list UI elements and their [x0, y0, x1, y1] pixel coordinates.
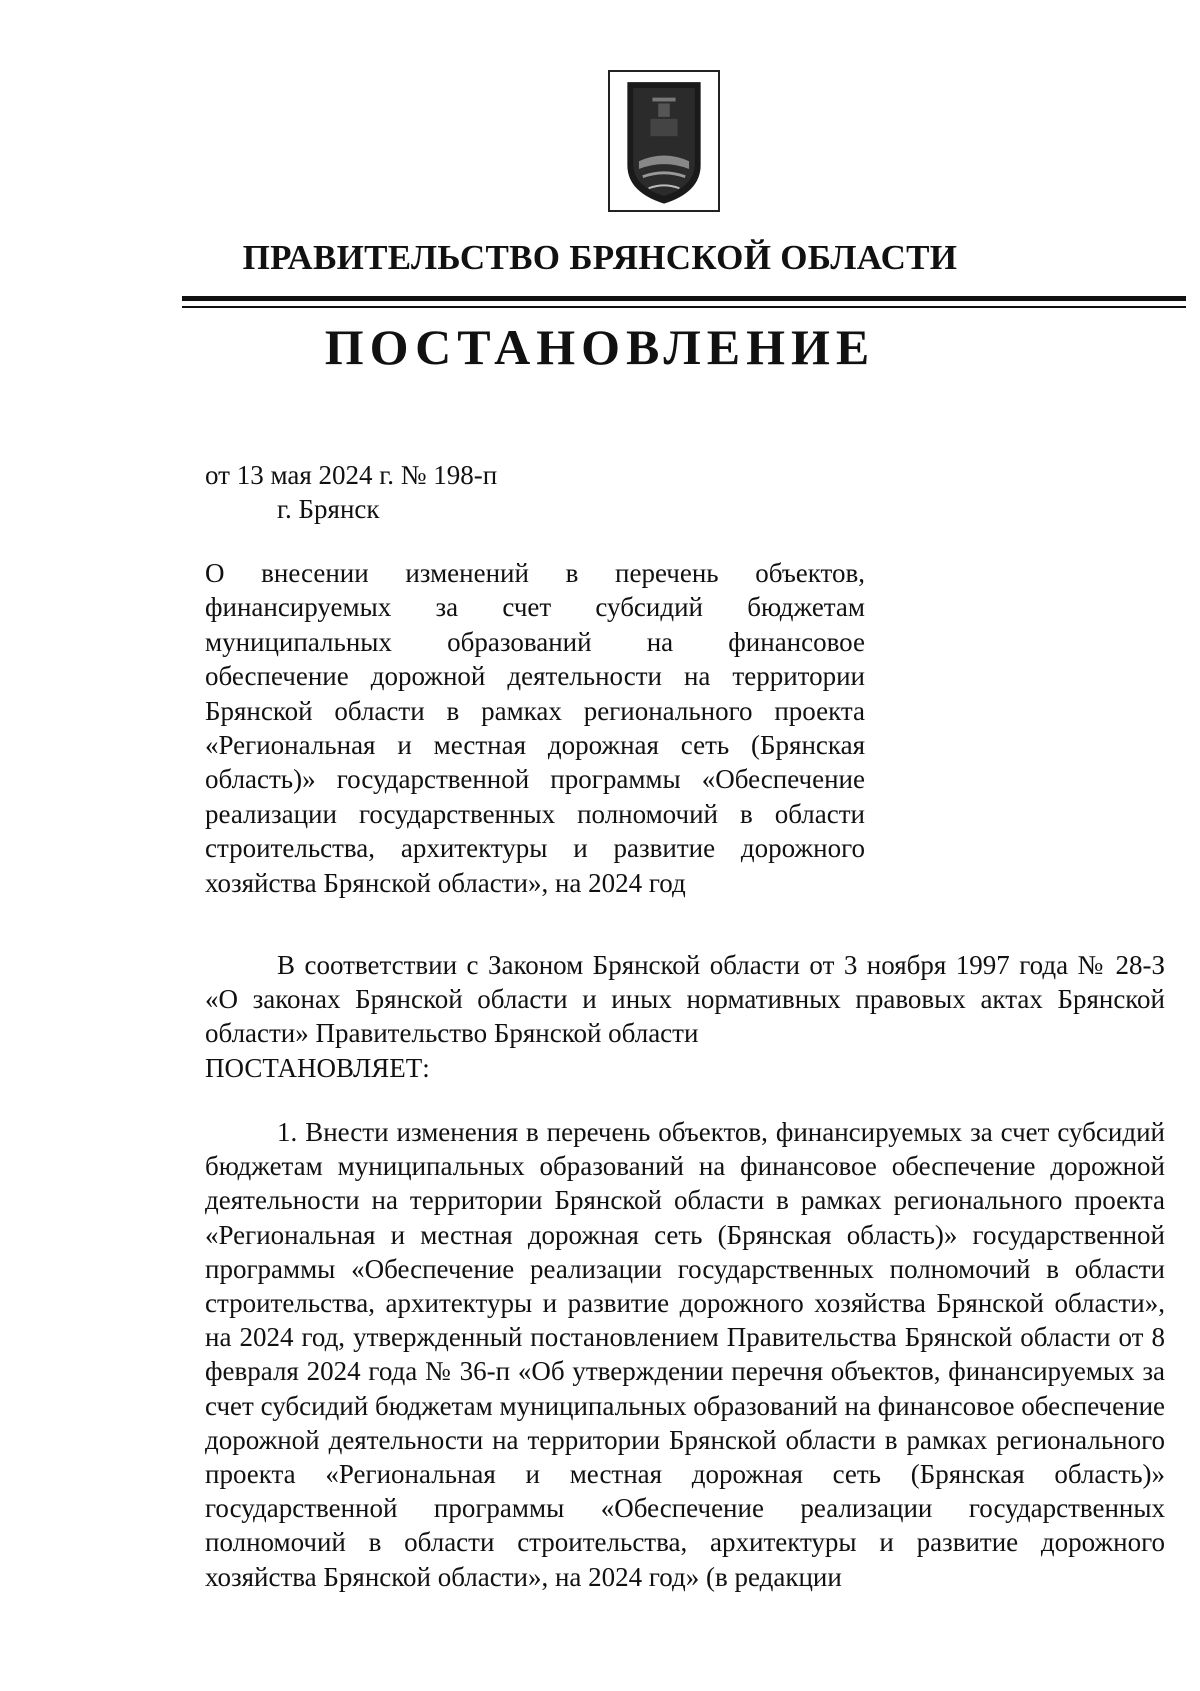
clause-1: 1. Внести изменения в перечень объектов, финансируемых за счет субсидий бюджетам муниципальных образований на финансовое обеспечение дорожной деятельности на территории Брянской области в рамках регионального проекта «Региональная и местная дорожная сеть (Брянская область)» государственной программы «Обеспечение реализации государственных полномочий в области строительства, архитектуры и развитие дорожного хозяйства Брянской области», на 2024 год, утвержденный постановлением Правительства Брянской области от 8 февраля 2024 года № 36-п «Об утверждении перечня объектов, финансируемых за счет субсидий бюджетам муниципальных образований на финансовое обеспечение дорожной деятельности на территории Брянской области в рамках регионального проекта «Региональная и местная дорожная сеть (Брянская область)» государственной программы «Обеспечение реализации государственных полномочий в области строительства, архитектуры и развитие дорожного хозяйства Брянской области», на 2024 год» (в редакции: [205, 1117, 1165, 1592]
document-type-title: ПОСТАНОВЛЕНИЕ: [324, 319, 876, 375]
header-rule-thick: [182, 296, 1186, 301]
document-meta: [205, 458, 497, 526]
header-rule-thin: [182, 306, 1186, 308]
date-number: от 13 мая 2024 г. № 198-п: [205, 460, 498, 490]
organization-title: ПРАВИТЕЛЬСТВО БРЯНСКОЙ ОБЛАСТИ: [242, 238, 958, 277]
preamble-text: В соответствии с Законом Брянской области от 3 ноября 1997 года № 28-З «О законах Брянской области и иных нормативных правовых актах Брянской области» Правительство Брянской области: [205, 950, 1165, 1049]
document-subject: О внесении изменений в перечень объектов, финансируемых за счет субсидий бюджетам муниципальных образований на финансовое обеспечение дорожной деятельности на территории Брянской области в рамках регионального проекта «Региональная и местная дорожная сеть (Брянская область)» государственной программы «Обеспечение реализации государственных полномочий в области строительства, архитектуры и развитие дорожного хозяйства Брянской области», на 2024 год: [205, 558, 865, 898]
coat-of-arms-emblem-icon: [608, 70, 720, 212]
decree-word: ПОСТАНОВЛЯЕТ:: [205, 1052, 430, 1083]
city: г. Брянск: [277, 494, 380, 524]
preamble: [205, 948, 1165, 1085]
